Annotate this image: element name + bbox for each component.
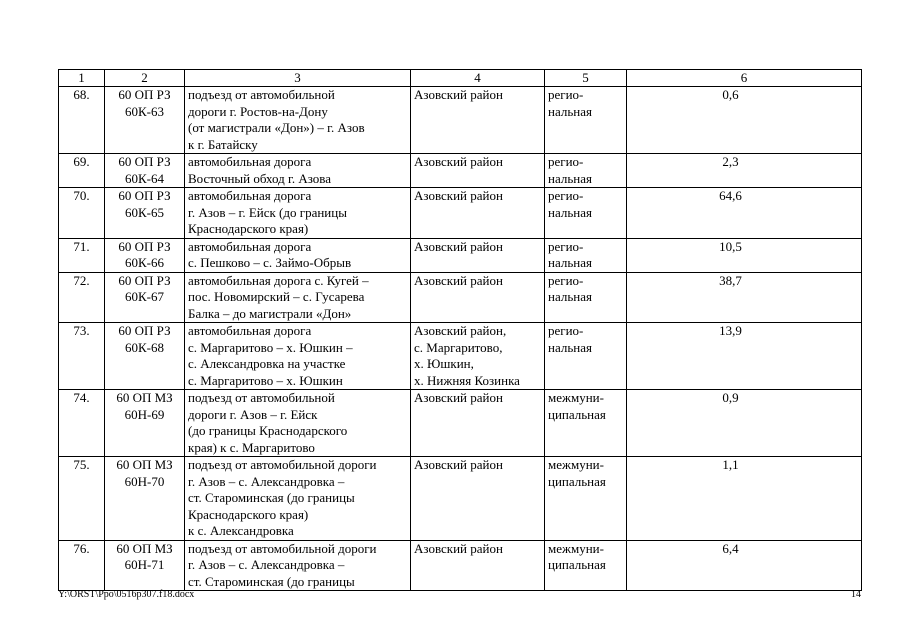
road-length-cell: 13,9 (627, 323, 862, 390)
road-name-cell: автомобильная дорога с. Пешково – с. Займо-Обрыв (185, 238, 411, 272)
file-path: Y:\ORST\Ppo\0516p307.f18.docx (58, 589, 195, 600)
district-cell: Азовский район, с. Маргаритово, х. Юшкин, х. Нижняя Козинка (411, 323, 545, 390)
row-number-cell: 75. (59, 457, 105, 541)
table-row (59, 154, 862, 188)
road-name-cell: подъезд от автомобильной дороги г. Ростов-на-Дону (от магистрали «Дон») – г. Азов к г. Батайску (185, 87, 411, 154)
table-row (59, 87, 862, 154)
road-name-cell: подъезд от автомобильной дороги г. Азов – г. Ейск (до границы Краснодарского края) к с. Маргаритово (185, 390, 411, 457)
row-number-cell: 69. (59, 154, 105, 188)
row-number-cell: 68. (59, 87, 105, 154)
row-number-cell: 76. (59, 540, 105, 591)
header-cell: 4 (411, 70, 545, 87)
table-header-row (59, 70, 862, 87)
road-significance-cell: межмуни- ципальная (545, 390, 627, 457)
district-cell: Азовский район (411, 188, 545, 239)
road-significance-cell: межмуни- ципальная (545, 540, 627, 591)
road-length-cell: 0,9 (627, 390, 862, 457)
road-name-cell: автомобильная дорога с. Маргаритово – х. Юшкин – с. Александровка на участке с. Маргаритово – х. Юшкин (185, 323, 411, 390)
road-code-cell: 60 ОП РЗ 60К-64 (105, 154, 185, 188)
road-significance-cell: регио- нальная (545, 272, 627, 323)
road-length-cell: 38,7 (627, 272, 862, 323)
district-cell: Азовский район (411, 457, 545, 541)
page-number: 14 (851, 589, 861, 600)
road-name-cell: подъезд от автомобильной дороги г. Азов – с. Александровка – ст. Староминская (до границы (185, 540, 411, 591)
table-row (59, 323, 862, 390)
road-length-cell: 0,6 (627, 87, 862, 154)
road-name-cell: подъезд от автомобильной дороги г. Азов – с. Александровка – ст. Староминская (до границы Краснодарского края) к с. Александровка (185, 457, 411, 541)
roads-table (58, 69, 862, 591)
district-cell: Азовский район (411, 154, 545, 188)
header-cell: 3 (185, 70, 411, 87)
road-code-cell: 60 ОП МЗ 60Н-70 (105, 457, 185, 541)
header-cell: 2 (105, 70, 185, 87)
road-significance-cell: регио- нальная (545, 154, 627, 188)
district-cell: Азовский район (411, 540, 545, 591)
district-cell: Азовский район (411, 87, 545, 154)
road-significance-cell: регио- нальная (545, 87, 627, 154)
header-cell: 1 (59, 70, 105, 87)
road-length-cell: 10,5 (627, 238, 862, 272)
road-length-cell: 64,6 (627, 188, 862, 239)
table-row (59, 272, 862, 323)
road-code-cell: 60 ОП МЗ 60Н-71 (105, 540, 185, 591)
road-name-cell: автомобильная дорога г. Азов – г. Ейск (до границы Краснодарского края) (185, 188, 411, 239)
row-number-cell: 74. (59, 390, 105, 457)
road-name-cell: автомобильная дорога Восточный обход г. Азова (185, 154, 411, 188)
row-number-cell: 71. (59, 238, 105, 272)
district-cell: Азовский район (411, 238, 545, 272)
district-cell: Азовский район (411, 390, 545, 457)
road-significance-cell: межмуни- ципальная (545, 457, 627, 541)
table-row (59, 390, 862, 457)
road-length-cell: 1,1 (627, 457, 862, 541)
table-row (59, 238, 862, 272)
road-code-cell: 60 ОП РЗ 60К-66 (105, 238, 185, 272)
road-code-cell: 60 ОП РЗ 60К-68 (105, 323, 185, 390)
road-significance-cell: регио- нальная (545, 238, 627, 272)
road-code-cell: 60 ОП РЗ 60К-65 (105, 188, 185, 239)
district-cell: Азовский район (411, 272, 545, 323)
road-significance-cell: регио- нальная (545, 188, 627, 239)
road-significance-cell: регио- нальная (545, 323, 627, 390)
row-number-cell: 70. (59, 188, 105, 239)
table-row (59, 457, 862, 541)
road-length-cell: 2,3 (627, 154, 862, 188)
road-code-cell: 60 ОП МЗ 60Н-69 (105, 390, 185, 457)
road-code-cell: 60 ОП РЗ 60К-63 (105, 87, 185, 154)
row-number-cell: 72. (59, 272, 105, 323)
header-cell: 5 (545, 70, 627, 87)
header-cell: 6 (627, 70, 862, 87)
table-row (59, 540, 862, 591)
table-row (59, 188, 862, 239)
row-number-cell: 73. (59, 323, 105, 390)
road-name-cell: автомобильная дорога с. Кугей – пос. Новомирский – с. Гусарева Балка – до магистрали «Дон» (185, 272, 411, 323)
road-length-cell: 6,4 (627, 540, 862, 591)
road-code-cell: 60 ОП РЗ 60К-67 (105, 272, 185, 323)
